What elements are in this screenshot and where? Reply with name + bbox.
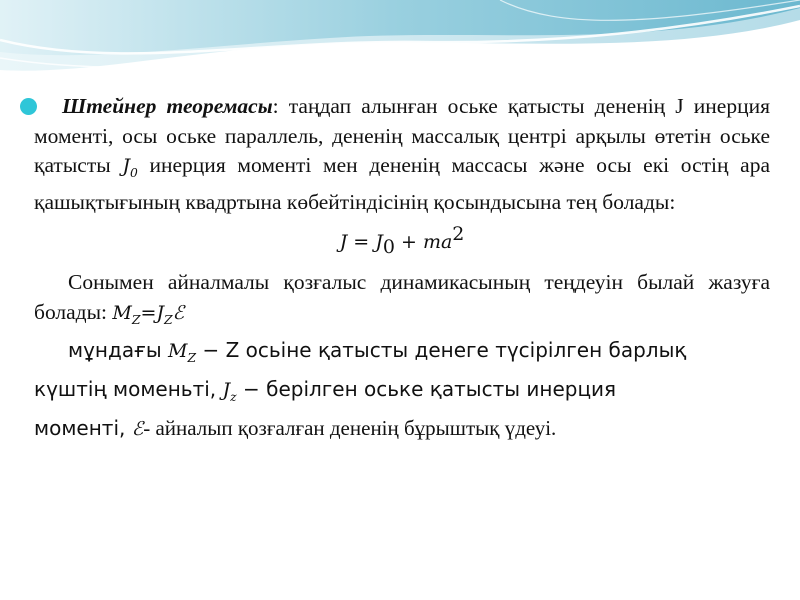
steiner-formula: $J = J_0 + ma^2$ bbox=[339, 222, 465, 258]
slide-content bbox=[34, 92, 770, 445]
definitions-line-1: мұндағы $M_Z - Z$ осьіне қатысты денеге түсірілген барлық bbox=[68, 338, 687, 366]
theorem-text-a: : таңдап алынған оське қатысты дененің J инерция моменті, осы оське параллель, дененің массалық центрі арқылы өтетін оське қатысты bbox=[34, 94, 770, 177]
paragraph-steiner-theorem bbox=[34, 92, 770, 218]
header-wave-decoration bbox=[0, 0, 800, 90]
definitions-line-2: күштің моменьті, $J_z$ − берілген оське қатысты инерция bbox=[34, 377, 617, 404]
definitions-line-3: моменті, ℰ- айналып қозғалған дененің бұрыштық үдеуі. bbox=[34, 415, 557, 440]
math-j0: $J_0$ bbox=[122, 155, 138, 180]
dynamics-text: Сонымен айналмалы қозғалыс динамикасының теңдеуін былай жазуға болады: bbox=[34, 270, 770, 324]
bullet-icon bbox=[20, 98, 37, 115]
math-mz-equation: $M_Z=J_Zℰ$ bbox=[112, 301, 185, 327]
paragraph-definitions bbox=[34, 335, 770, 445]
paragraph-dynamics-equation bbox=[34, 268, 770, 335]
theorem-text-b: инерция моменті мен дененің массасы және осы екі остің ара қашықтығының квадртына көбейтіндісінің қосындысына тең болады: bbox=[34, 153, 770, 215]
theorem-term: Штейнер теоремасы bbox=[62, 94, 273, 118]
